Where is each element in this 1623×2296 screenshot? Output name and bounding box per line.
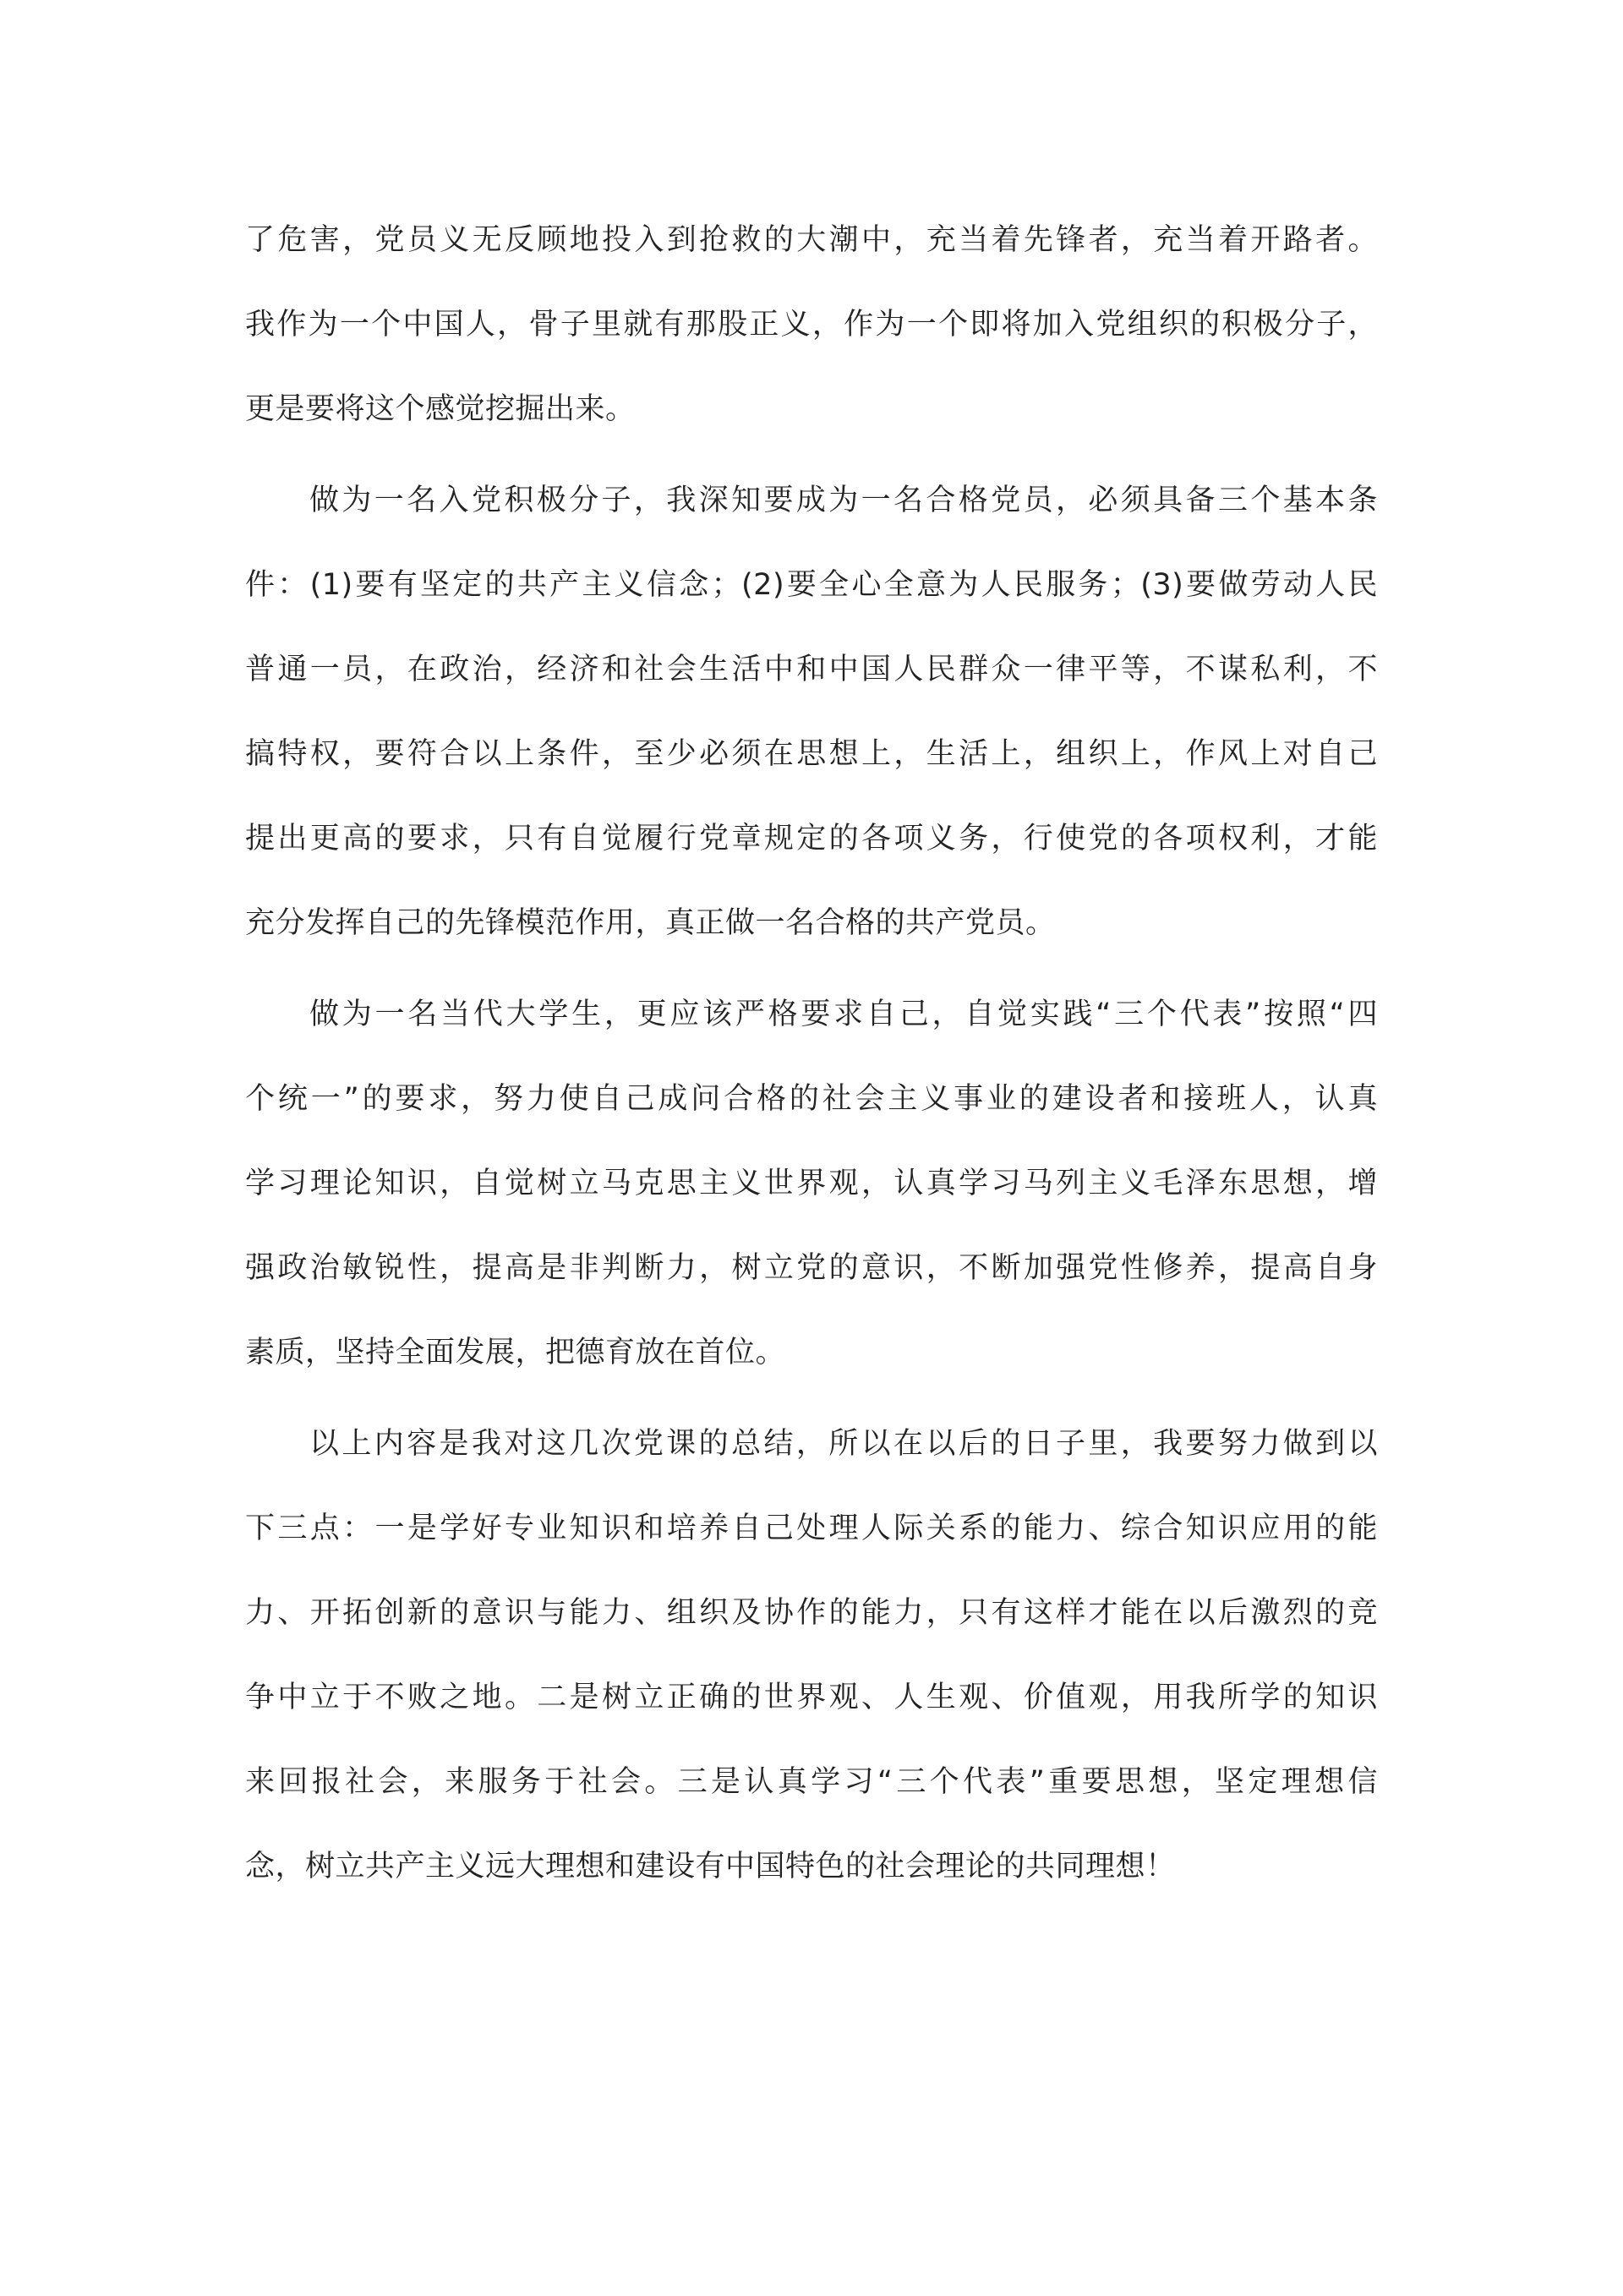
paragraph — [245, 198, 1378, 451]
text-line: 念，树立共产主义远大理想和建设有中国特色的社会理论的共同理想！ — [245, 1850, 1176, 1883]
text-line: 搞特权，要符合以上条件，至少必须在思想上，生活上，组织上，作风上对自己 — [245, 737, 1378, 771]
text-line: 强政治敏锐性，提高是非判断力，树立党的意识，不断加强党性修养，提高自身 — [245, 1251, 1378, 1285]
text-line: 以上内容是我对这几次党课的总结，所以在以后的日子里，我要努力做到以 — [309, 1427, 1378, 1461]
text-line: 更是要将这个感觉挖掘出来。 — [245, 392, 636, 426]
text-line: 做为一名当代大学生，更应该严格要求自己，自觉实践“三个代表”按照“四 — [309, 998, 1378, 1031]
text-line: 做为一名入党积极分子，我深知要成为一名合格党员，必须具备三个基本条 — [309, 484, 1378, 517]
text-line: 下三点：一是学好专业知识和培养自己处理人际关系的能力、综合知识应用的能 — [245, 1512, 1378, 1545]
text-line: 学习理论知识，自觉树立马克思主义世界观，认真学习马列主义毛泽东思想，增 — [245, 1167, 1378, 1200]
text-line: 件：(1)要有坚定的共产主义信念；(2)要全心全意为人民服务；(3)要做劳动人民 — [245, 568, 1378, 602]
text-line: 充分发挥自己的先锋模范作用，真正做一名合格的共产党员。 — [245, 906, 1056, 940]
text-line: 普通一员，在政治，经济和社会生活中和中国人民群众一律平等，不谋私利，不 — [245, 653, 1378, 686]
document-body — [245, 198, 1378, 1909]
paragraph — [245, 1402, 1378, 1909]
paragraph — [245, 458, 1378, 965]
paragraph — [245, 972, 1378, 1395]
text-line: 素质，坚持全面发展，把德育放在首位。 — [245, 1336, 786, 1369]
text-line: 了危害，党员义无反顾地投入到抢救的大潮中，充当着先锋者，充当着开路者。 — [245, 223, 1378, 257]
text-line: 力、开拓创新的意识与能力、组织及协作的能力，只有这样才能在以后激烈的竞 — [245, 1596, 1378, 1630]
text-line: 个统一”的要求，努力使自己成问合格的社会主义事业的建设者和接班人，认真 — [245, 1082, 1378, 1116]
text-line: 我作为一个中国人，骨子里就有那股正义，作为一个即将加入党组织的积极分子， — [245, 308, 1378, 342]
text-line: 来回报社会，来服务于社会。三是认真学习“三个代表”重要思想，坚定理想信 — [245, 1765, 1378, 1799]
text-line: 提出更高的要求，只有自觉履行党章规定的各项义务，行使党的各项权利，才能 — [245, 822, 1378, 856]
text-line: 争中立于不败之地。二是树立正确的世界观、人生观、价值观，用我所学的知识 — [245, 1681, 1378, 1714]
